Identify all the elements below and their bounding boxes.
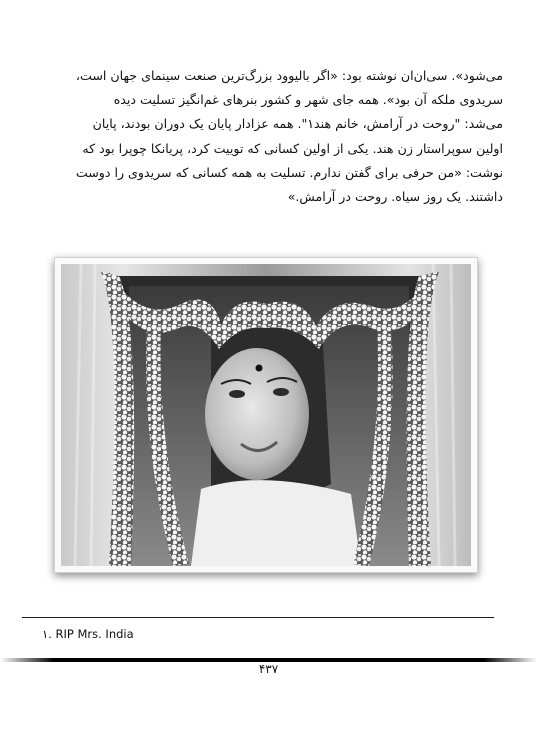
body-line: می‌شد: "روحت در آرامش، خانم هند۱". همه عزادار پایان یک دوران بودند، پایان: [92, 116, 503, 132]
memorial-photo-illustration: [61, 264, 471, 566]
body-line: نوشت: «من حرفی برای گفتن ندارم. تسلیت به همه کسانی که سریدوی را دوست: [75, 164, 503, 180]
footnote-divider: [22, 617, 494, 618]
footnote-marker: ۱: [42, 627, 49, 641]
memorial-photo: [54, 257, 478, 573]
body-line: اولین سوپراستار زن هند. یکی از اولین کسانی که توییت کرد، پریانکا چوپرا بود که: [82, 140, 503, 156]
page-number: ۴۳۷: [258, 662, 279, 676]
body-text: [38, 64, 503, 209]
body-line: داشتند. یک روز سیاه. روحت در آرامش.»: [287, 188, 503, 204]
body-line: سریدوی ملکه آن بود». همه جای شهر و کشور بنرهای غم‌انگیز تسلیت دیده: [113, 92, 503, 108]
footnote: [42, 627, 134, 641]
body-line: می‌شود». سی‌ان‌ان نوشته بود: «اگر بالیوود بزرگ‌ترین صنعت سینمای جهان است،: [75, 68, 503, 83]
footnote-text: . RIP Mrs. India: [48, 627, 134, 641]
